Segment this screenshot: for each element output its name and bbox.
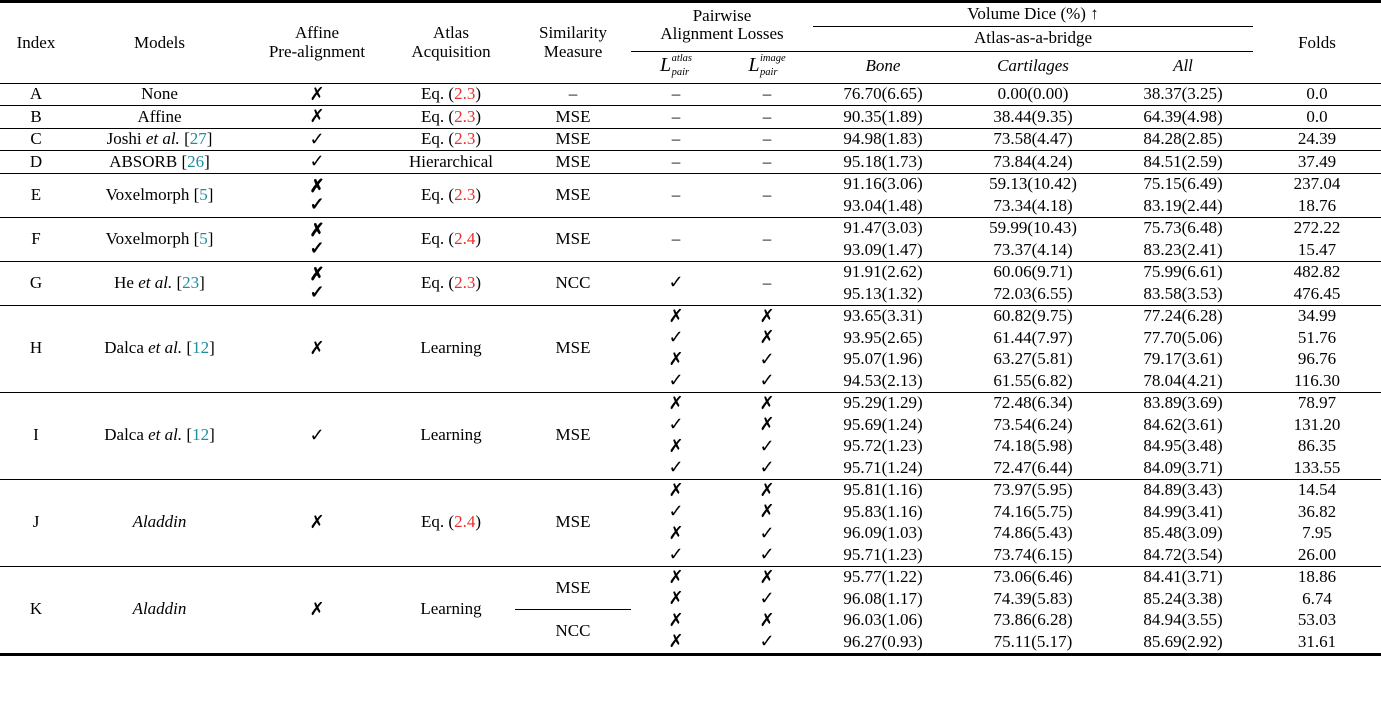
cell-bone: 76.70(6.65)	[843, 84, 923, 104]
header-similarity-line2: Measure	[543, 41, 603, 61]
cell-bone: 91.16(3.06)	[843, 174, 923, 194]
cell-bone: 91.47(3.03)	[843, 218, 923, 238]
header-atlas-as-a-bridge: Atlas-as-a-bridge	[813, 27, 1253, 51]
cell-cartilages: 60.06(9.71)	[993, 262, 1073, 282]
cell-cartilages: 74.86(5.43)	[993, 523, 1073, 543]
cell-bone: 91.91(2.62)	[843, 262, 923, 282]
cell-folds: 476.45	[1293, 283, 1341, 303]
cell-cartilages: 73.54(6.24)	[993, 414, 1073, 434]
header-bone: Bone	[865, 55, 901, 75]
atlas-acquisition-cell: Eq. (2.3)	[421, 129, 481, 149]
cell-folds: 0.0	[1306, 106, 1328, 126]
cell-bone: 94.98(1.83)	[843, 129, 923, 149]
cell-all: 84.95(3.48)	[1143, 436, 1223, 456]
cell-cartilages: 59.13(10.42)	[989, 174, 1077, 194]
equation-link[interactable]: 2.3	[454, 272, 476, 292]
header-loss-image-pair	[721, 51, 813, 83]
cell-all: 77.24(6.28)	[1143, 306, 1223, 326]
model-name: Aladdin	[132, 512, 187, 532]
affine-mark: ✓	[309, 194, 325, 215]
loss-atlas-cell: –	[671, 151, 681, 171]
table-row	[0, 217, 1381, 239]
cell-folds: 53.03	[1297, 610, 1337, 630]
table-row	[0, 479, 1381, 501]
header-folds: Folds	[1298, 32, 1336, 52]
loss-atlas-cell: ✗	[668, 479, 684, 500]
row-index-b: B	[30, 106, 42, 126]
cell-cartilages: 72.03(6.55)	[993, 283, 1073, 303]
atlas-acquisition-cell: Hierarchical	[409, 151, 493, 171]
model-etal: et al.	[145, 129, 180, 149]
citation-link[interactable]: 12	[192, 338, 210, 358]
row-index-d: D	[29, 151, 43, 171]
header-affine-prealignment	[247, 2, 387, 84]
loss-atlas-cell: ✓	[668, 272, 684, 293]
row-index-a: A	[29, 84, 43, 104]
citation-link[interactable]: 12	[192, 425, 210, 445]
cell-folds: 237.04	[1293, 174, 1341, 194]
cell-folds: 15.47	[1297, 239, 1337, 259]
loss-atlas-cell: ✗	[668, 522, 684, 543]
header-row-1	[0, 2, 1381, 27]
affine-mark: ✗	[309, 220, 325, 241]
cell-all: 84.99(3.41)	[1143, 501, 1223, 521]
atlas-acquisition-cell: Eq. (2.3)	[421, 184, 481, 204]
cell-all: 84.09(3.71)	[1143, 457, 1223, 477]
cell-bone: 95.07(1.96)	[843, 349, 923, 369]
cell-bone: 93.09(1.47)	[843, 239, 923, 259]
cell-bone: 95.77(1.22)	[843, 567, 923, 587]
loss-atlas-cell: ✓	[668, 327, 684, 348]
citation-link[interactable]: 5	[199, 184, 208, 204]
cell-cartilages: 73.37(4.14)	[993, 239, 1073, 259]
loss-atlas-cell: ✗	[668, 435, 684, 456]
cell-cartilages: 72.47(6.44)	[993, 457, 1073, 477]
cell-bone: 95.71(1.23)	[843, 544, 923, 564]
cell-bone: 95.29(1.29)	[843, 393, 923, 413]
loss-atlas-cell: ✓	[668, 501, 684, 522]
table-body	[0, 83, 1381, 654]
loss-image-cell: –	[762, 184, 772, 204]
loss-atlas-cell: ✗	[668, 392, 684, 413]
loss-atlas-cell: –	[671, 228, 681, 248]
cell-all: 83.89(3.69)	[1143, 393, 1223, 413]
citation-link[interactable]: 26	[187, 151, 205, 171]
cell-folds: 133.55	[1293, 457, 1341, 477]
model-name-cell: Affine	[137, 106, 182, 126]
cell-cartilages: 61.44(7.97)	[993, 327, 1073, 347]
cell-cartilages: 0.00(0.00)	[997, 84, 1069, 104]
similarity-measure-cell: MSE	[555, 184, 591, 204]
cell-all: 79.17(3.61)	[1143, 349, 1223, 369]
cell-bone: 95.71(1.24)	[843, 457, 923, 477]
cell-bone: 96.08(1.17)	[843, 588, 923, 608]
loss-image-cell: ✓	[759, 370, 775, 391]
cell-folds: 26.00	[1297, 544, 1337, 564]
model-name-cell: Voxelmorph [5]	[105, 228, 214, 248]
equation-link[interactable]: 2.3	[454, 129, 476, 149]
table-row	[0, 83, 1381, 106]
cell-cartilages: 59.99(10.43)	[989, 218, 1077, 238]
cell-all: 84.41(3.71)	[1143, 567, 1223, 587]
similarity-measure-cell: NCC	[515, 610, 631, 655]
header-atlas-line2: Acquisition	[411, 41, 491, 61]
loss-image-symbol: L image pair	[748, 53, 786, 78]
loss-atlas-cell: ✓	[668, 544, 684, 565]
row-index-k: K	[29, 599, 43, 619]
cell-all: 75.99(6.61)	[1143, 262, 1223, 282]
loss-image-cell: ✗	[759, 305, 775, 326]
equation-link[interactable]: 2.3	[454, 106, 476, 126]
affine-prealignment-cell: ✓	[309, 424, 325, 445]
cell-cartilages: 74.39(5.83)	[993, 588, 1073, 608]
cell-cartilages: 73.58(4.47)	[993, 129, 1073, 149]
loss-image-cell: ✗	[759, 392, 775, 413]
loss-image-cell: ✗	[759, 609, 775, 630]
table-header	[0, 2, 1381, 84]
model-name: Aladdin	[132, 599, 187, 619]
equation-link[interactable]: 2.3	[454, 184, 476, 204]
similarity-measure-cell: MSE	[555, 577, 591, 597]
citation-link[interactable]: 23	[182, 272, 200, 292]
table-row	[0, 305, 1381, 327]
cell-cartilages: 73.86(6.28)	[993, 610, 1073, 630]
cell-all: 75.73(6.48)	[1143, 218, 1223, 238]
model-etal: et al.	[148, 338, 183, 358]
affine-mark: ✓	[309, 282, 325, 303]
atlas-acquisition-cell: Eq. (2.4)	[421, 512, 481, 532]
loss-image-cell: –	[762, 106, 772, 126]
cell-bone: 95.18(1.73)	[843, 151, 923, 171]
header-index: Index	[16, 32, 56, 52]
cell-all: 84.62(3.61)	[1143, 414, 1223, 434]
loss-atlas-cell: ✓	[668, 457, 684, 478]
row-index-h: H	[29, 338, 43, 358]
cell-bone: 94.53(2.13)	[843, 370, 923, 390]
cell-all: 64.39(4.98)	[1143, 106, 1223, 126]
model-etal: et al.	[148, 425, 183, 445]
header-models: Models	[134, 32, 185, 52]
loss-image-cell: –	[762, 129, 772, 149]
table-row	[0, 128, 1381, 151]
atlas-acquisition-cell: Eq. (2.3)	[421, 106, 481, 126]
header-cartilages: Cartilages	[997, 55, 1069, 75]
cell-folds: 6.74	[1302, 588, 1332, 608]
atlas-acquisition-cell: Eq. (2.3)	[421, 272, 481, 292]
cell-all: 78.04(4.21)	[1143, 370, 1223, 390]
loss-image-cell: ✗	[759, 566, 775, 587]
cell-folds: 96.76	[1297, 349, 1337, 369]
row-index-g: G	[29, 272, 43, 292]
equation-link[interactable]: 2.4	[454, 228, 476, 248]
loss-image-cell: ✓	[759, 348, 775, 369]
equation-link[interactable]: 2.4	[454, 512, 476, 532]
row-index-f: F	[31, 228, 41, 248]
header-volume-dice: Volume Dice (%) ↑	[813, 2, 1253, 27]
cell-all: 83.23(2.41)	[1143, 239, 1223, 259]
cell-all: 83.19(2.44)	[1143, 195, 1223, 215]
loss-atlas-cell: ✗	[668, 631, 684, 652]
cell-all: 77.70(5.06)	[1143, 327, 1223, 347]
cell-all: 84.28(2.85)	[1143, 129, 1223, 149]
loss-atlas-cell: –	[671, 184, 681, 204]
loss-image-cell: –	[762, 272, 772, 292]
table-row	[0, 151, 1381, 174]
cell-cartilages: 73.74(6.15)	[993, 544, 1073, 564]
loss-atlas-cell: ✗	[668, 588, 684, 609]
similarity-measure-cell: MSE	[555, 425, 591, 445]
loss-image-cell: ✓	[759, 457, 775, 478]
atlas-acquisition-cell: Eq. (2.4)	[421, 228, 481, 248]
similarity-measure-cell: MSE	[555, 151, 591, 171]
model-name-cell: Dalca et al. [12]	[104, 425, 215, 445]
affine-prealignment-cell: ✗	[309, 106, 325, 127]
similarity-measure-cell: MSE	[555, 228, 591, 248]
affine-prealignment-cell: ✗	[309, 511, 325, 532]
loss-atlas-cell: –	[671, 84, 681, 104]
atlas-acquisition-cell: Learning	[420, 425, 482, 445]
model-name-cell: ABSORB [26]	[109, 151, 210, 171]
affine-prealignment-cell: ✗	[309, 337, 325, 358]
cell-cartilages: 38.44(9.35)	[993, 106, 1073, 126]
cell-folds: 0.0	[1306, 84, 1328, 104]
loss-atlas-cell: –	[671, 129, 681, 149]
affine-prealignment-cell: ✓	[309, 151, 325, 172]
loss-image-cell: –	[762, 151, 772, 171]
table-row	[0, 392, 1381, 414]
cell-all: 84.94(3.55)	[1143, 610, 1223, 630]
header-affine-line1: Affine	[294, 23, 340, 43]
row-index-e: E	[30, 184, 42, 204]
cell-cartilages: 74.16(5.75)	[993, 501, 1073, 521]
cell-all: 84.51(2.59)	[1143, 151, 1223, 171]
row-index-j: J	[32, 512, 40, 532]
cell-bone: 95.81(1.16)	[843, 480, 923, 500]
cell-folds: 34.99	[1297, 306, 1337, 326]
affine-prealignment-cell: ✓	[309, 128, 325, 149]
cell-folds: 51.76	[1297, 327, 1337, 347]
similarity-measure-cell: MSE	[555, 106, 591, 126]
loss-atlas-cell: ✓	[668, 414, 684, 435]
cell-folds: 14.54	[1297, 480, 1337, 500]
loss-image-cell: ✗	[759, 501, 775, 522]
loss-atlas-cell: ✗	[668, 305, 684, 326]
loss-image-cell: ✗	[759, 414, 775, 435]
affine-prealignment-cell	[247, 261, 387, 305]
model-name-cell: None	[141, 84, 178, 104]
cell-all: 85.69(2.92)	[1143, 631, 1223, 651]
loss-image-cell: –	[762, 228, 772, 248]
cell-bone: 93.04(1.48)	[843, 195, 923, 215]
cell-folds: 272.22	[1293, 218, 1341, 238]
cell-folds: 36.82	[1297, 501, 1337, 521]
equation-link[interactable]: 2.3	[454, 84, 476, 104]
similarity-measure-cell: MSE	[555, 512, 591, 532]
cell-cartilages: 73.84(4.24)	[993, 151, 1073, 171]
header-similarity-line1: Similarity	[539, 23, 607, 43]
table-row	[0, 106, 1381, 129]
cell-cartilages: 73.34(4.18)	[993, 195, 1073, 215]
table-row	[0, 173, 1381, 195]
loss-image-cell: ✓	[759, 631, 775, 652]
model-name-cell	[72, 479, 247, 566]
cell-bone: 95.72(1.23)	[843, 436, 923, 456]
cell-folds: 24.39	[1297, 129, 1337, 149]
cell-bone: 95.13(1.32)	[843, 283, 923, 303]
model-name-cell: He et al. [23]	[114, 272, 205, 292]
cell-all: 85.48(3.09)	[1143, 523, 1223, 543]
cell-folds: 131.20	[1293, 414, 1341, 434]
loss-image-cell: ✗	[759, 479, 775, 500]
header-atlas-acquisition	[387, 2, 515, 84]
header-pairwise-alignment-losses	[631, 2, 813, 52]
cell-folds: 31.61	[1297, 631, 1337, 651]
cell-folds: 116.30	[1293, 370, 1341, 390]
cell-bone: 96.27(0.93)	[843, 631, 923, 651]
cell-folds: 482.82	[1293, 262, 1341, 282]
cell-folds: 7.95	[1302, 523, 1332, 543]
cell-bone: 96.09(1.03)	[843, 523, 923, 543]
cell-bone: 96.03(1.06)	[843, 610, 923, 630]
header-pairwise-line2: Alignment Losses	[660, 23, 784, 43]
cell-all: 75.15(6.49)	[1143, 174, 1223, 194]
loss-atlas-cell: ✗	[668, 609, 684, 630]
similarity-measure-cell: –	[568, 84, 578, 104]
similarity-measure-cell: MSE	[555, 338, 591, 358]
affine-mark: ✓	[309, 238, 325, 259]
cell-bone: 90.35(1.89)	[843, 106, 923, 126]
loss-image-cell: ✓	[759, 435, 775, 456]
affine-prealignment-cell: ✗	[309, 83, 325, 104]
atlas-acquisition-cell: Learning	[420, 599, 482, 619]
cell-all: 85.24(3.38)	[1143, 588, 1223, 608]
affine-mark: ✗	[309, 176, 325, 197]
row-index-c: C	[30, 129, 42, 149]
loss-image-cell: ✗	[759, 327, 775, 348]
loss-image-cell: ✓	[759, 544, 775, 565]
cell-folds: 78.97	[1297, 393, 1337, 413]
loss-image-cell: ✓	[759, 588, 775, 609]
cell-all: 38.37(3.25)	[1143, 84, 1223, 104]
cell-cartilages: 75.11(5.17)	[993, 631, 1073, 651]
cell-bone: 95.83(1.16)	[843, 501, 923, 521]
cell-cartilages: 72.48(6.34)	[993, 393, 1073, 413]
model-name-cell	[72, 566, 247, 654]
cell-cartilages: 61.55(6.82)	[993, 370, 1073, 390]
loss-atlas-cell: –	[671, 106, 681, 126]
model-name-cell: Dalca et al. [12]	[104, 338, 215, 358]
model-name-cell: Joshi et al. [27]	[106, 129, 213, 149]
loss-atlas-cell: ✗	[668, 348, 684, 369]
citation-link[interactable]: 5	[199, 228, 208, 248]
cell-folds: 18.86	[1297, 567, 1337, 587]
atlas-acquisition-cell: Learning	[420, 338, 482, 358]
cell-bone: 93.95(2.65)	[843, 327, 923, 347]
cell-cartilages: 73.06(6.46)	[993, 567, 1073, 587]
model-name-cell: Voxelmorph [5]	[105, 184, 214, 204]
cell-all: 83.58(3.53)	[1143, 283, 1223, 303]
cell-bone: 93.65(3.31)	[843, 306, 923, 326]
citation-link[interactable]: 27	[189, 129, 207, 149]
cell-bone: 95.69(1.24)	[843, 414, 923, 434]
cell-cartilages: 60.82(9.75)	[993, 306, 1073, 326]
header-affine-line2: Pre-alignment	[268, 41, 366, 61]
affine-prealignment-cell	[247, 173, 387, 217]
loss-atlas-cell: ✗	[668, 566, 684, 587]
affine-prealignment-cell	[247, 217, 387, 261]
loss-image-cell: –	[762, 84, 772, 104]
similarity-measure-cell: NCC	[555, 272, 591, 292]
header-atlas-line1: Atlas	[433, 23, 469, 43]
cell-all: 84.72(3.54)	[1143, 544, 1223, 564]
affine-prealignment-cell: ✗	[309, 598, 325, 619]
header-pairwise-line1: Pairwise	[692, 5, 752, 25]
cell-cartilages: 63.27(5.81)	[993, 349, 1073, 369]
table-row	[0, 566, 1381, 588]
model-etal: et al.	[138, 272, 173, 292]
loss-atlas-cell: ✓	[668, 370, 684, 391]
cell-folds: 86.35	[1297, 436, 1337, 456]
similarity-measure-cell: MSE	[555, 129, 591, 149]
cell-cartilages: 74.18(5.98)	[993, 436, 1073, 456]
row-index-i: I	[33, 425, 39, 445]
affine-mark: ✗	[309, 264, 325, 285]
cell-all: 84.89(3.43)	[1143, 480, 1223, 500]
cell-folds: 37.49	[1297, 151, 1337, 171]
header-all: All	[1173, 55, 1193, 75]
cell-cartilages: 73.97(5.95)	[993, 480, 1073, 500]
loss-atlas-symbol: L atlas pair	[659, 53, 693, 78]
atlas-acquisition-cell: Eq. (2.3)	[421, 84, 481, 104]
header-similarity-measure	[515, 2, 631, 84]
cell-folds: 18.76	[1297, 195, 1337, 215]
header-loss-atlas-pair	[631, 51, 721, 83]
table-row	[0, 261, 1381, 283]
loss-image-cell: ✓	[759, 522, 775, 543]
